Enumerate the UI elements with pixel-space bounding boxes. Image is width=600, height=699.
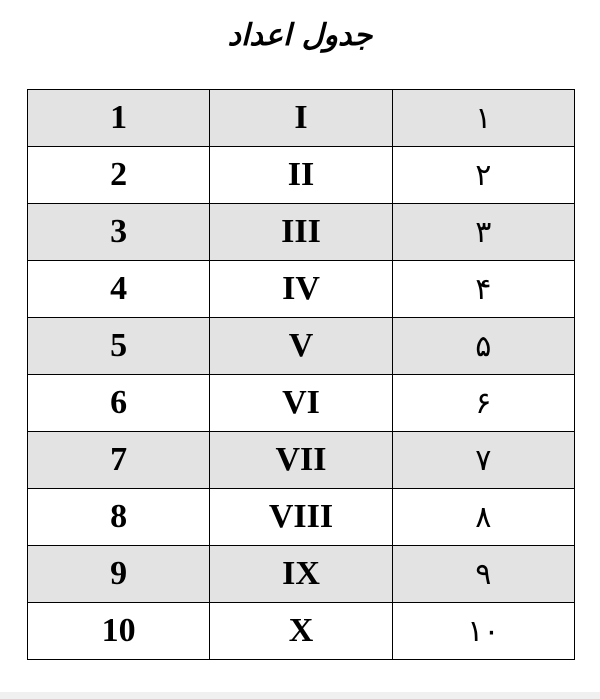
roman-numeral-cell: VI	[210, 375, 392, 432]
roman-numeral-cell: II	[210, 147, 392, 204]
table-row	[28, 318, 575, 375]
table-row	[28, 147, 575, 204]
western-numeral-cell: 3	[28, 204, 210, 261]
western-numeral-cell: 9	[28, 546, 210, 603]
roman-numeral-cell: III	[210, 204, 392, 261]
western-numeral-cell: 6	[28, 375, 210, 432]
roman-numeral-cell: I	[210, 90, 392, 147]
roman-numeral-cell: V	[210, 318, 392, 375]
roman-numeral-cell: X	[210, 603, 392, 660]
numbers-table	[27, 89, 575, 660]
western-numeral-cell: 10	[28, 603, 210, 660]
western-numeral-cell: 5	[28, 318, 210, 375]
western-numeral-cell: 7	[28, 432, 210, 489]
table-row	[28, 261, 575, 318]
western-numeral-cell: 8	[28, 489, 210, 546]
persian-numeral-cell: ۱	[392, 90, 574, 147]
table-row	[28, 90, 575, 147]
roman-numeral-cell: VII	[210, 432, 392, 489]
page-title: جدول اعداد	[227, 18, 373, 53]
table-row	[28, 375, 575, 432]
bottom-bar	[0, 692, 600, 699]
western-numeral-cell: 4	[28, 261, 210, 318]
western-numeral-cell: 1	[28, 90, 210, 147]
table-row	[28, 432, 575, 489]
persian-numeral-cell: ۷	[392, 432, 574, 489]
persian-numeral-cell: ۳	[392, 204, 574, 261]
table-row	[28, 204, 575, 261]
persian-numeral-cell: ۱۰	[392, 603, 574, 660]
persian-numeral-cell: ۵	[392, 318, 574, 375]
persian-numeral-cell: ۲	[392, 147, 574, 204]
western-numeral-cell: 2	[28, 147, 210, 204]
roman-numeral-cell: IV	[210, 261, 392, 318]
persian-numeral-cell: ۸	[392, 489, 574, 546]
table-row	[28, 489, 575, 546]
persian-numeral-cell: ۶	[392, 375, 574, 432]
persian-numeral-cell: ۹	[392, 546, 574, 603]
table-row	[28, 603, 575, 660]
roman-numeral-cell: IX	[210, 546, 392, 603]
table-row	[28, 546, 575, 603]
persian-numeral-cell: ۴	[392, 261, 574, 318]
roman-numeral-cell: VIII	[210, 489, 392, 546]
